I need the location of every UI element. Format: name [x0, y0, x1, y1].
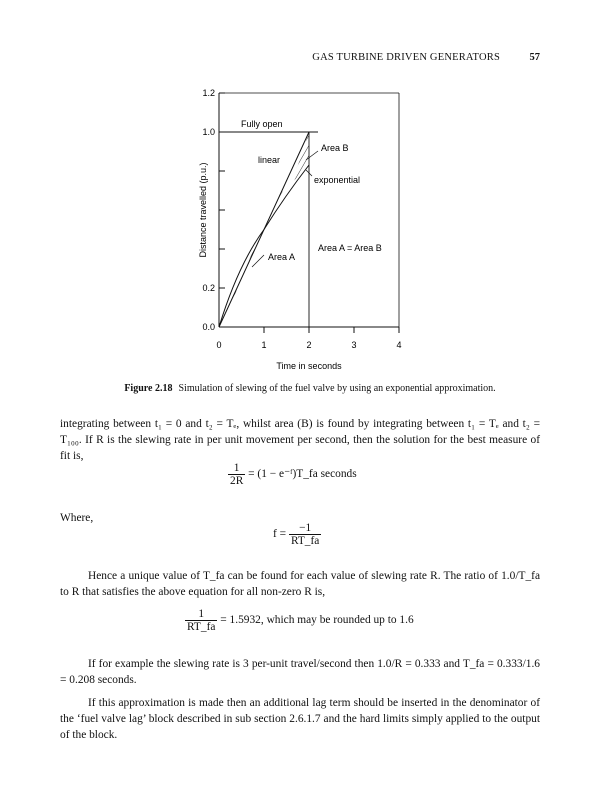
equation-1: [228, 462, 357, 487]
exponential-series-line: [219, 165, 309, 327]
area-equal-label: Area A = Area B: [318, 243, 382, 253]
caption-text: Simulation of slewing of the fuel valve by using an exponential approximation.: [178, 383, 496, 394]
where-label: Where,: [60, 512, 94, 524]
caption-label: Figure 2.18: [124, 383, 173, 394]
x-tick-label: 2: [306, 340, 312, 350]
y-tick-label: 1.0: [202, 127, 215, 137]
equation-3: [185, 608, 414, 633]
eq2-lhs: f =: [273, 528, 287, 541]
eq2-numerator: −1: [289, 522, 321, 535]
eq1-fraction: [228, 462, 245, 487]
eq3-fraction: [185, 608, 217, 633]
y-tick-label: 0.0: [202, 322, 215, 332]
x-tick-label: 0: [216, 340, 222, 350]
y-tick-label: 0.2: [202, 283, 215, 293]
exponential-label: exponential: [314, 175, 361, 185]
eq1-numerator: 1: [228, 462, 245, 475]
figure-caption: [60, 383, 560, 394]
area-b-label: Area B: [321, 143, 349, 153]
paragraph-2: Hence a unique value of T_fa can be found for each value of slewing rate R. The ratio of 1.0/T_fa to R that satisfies the above equation for all non-zero R is,: [60, 570, 540, 598]
paragraph-3: If for example the slewing rate is 3 per-unit travel/second then 1.0/R = 0.333 and T_fa = 0.333/1.6 = 0.208 seconds.: [60, 658, 540, 686]
eq3-numerator: 1: [185, 608, 217, 621]
eq3-rhs: = 1.5932, which may be rounded up to 1.6: [220, 614, 414, 627]
x-tick-label: 4: [396, 340, 402, 350]
page-number: 57: [529, 52, 540, 63]
eq1-rhs: = (1 − e⁻ᶠ)T_fa seconds: [248, 468, 357, 481]
y-axis-label: Distance travelled (p.u.): [198, 162, 208, 258]
running-title: GAS TURBINE DRIVEN GENERATORS: [312, 52, 500, 63]
eq2-fraction: [289, 522, 321, 547]
eq3-denominator: RT_fa: [187, 621, 216, 633]
eq2-denominator: RT_fa: [290, 535, 320, 547]
figure-chart: [0, 0, 615, 380]
x-axis-label: Time in seconds: [276, 361, 342, 371]
eq1-denominator: 2R: [230, 475, 244, 487]
y-tick-label: 1.2: [202, 88, 215, 98]
fully-open-label: Fully open: [241, 119, 283, 129]
area-a-label: Area A: [268, 252, 296, 262]
linear-label: linear: [258, 155, 281, 165]
x-tick-label: 3: [351, 340, 357, 350]
paragraph-4: If this approximation is made then an additional lag term should be inserted in the denominator of the ‘fuel valve lag’ block described in sub section 2.6.1.7 and the hard limits simply applied to the output of the block.: [60, 697, 540, 741]
equation-2: [273, 522, 321, 547]
x-tick-label: 1: [261, 340, 267, 350]
paragraph-1: integrating between t₁ = 0 and t₂ = Tₑ, whilst area (B) is found by integrating between t₁ = Tₑ and t₂ = T₁₀₀. If R is the slewing rate in per unit movement per second, then the solution for the best measure of fit is,: [60, 418, 540, 462]
area-a-leader: [252, 255, 264, 267]
